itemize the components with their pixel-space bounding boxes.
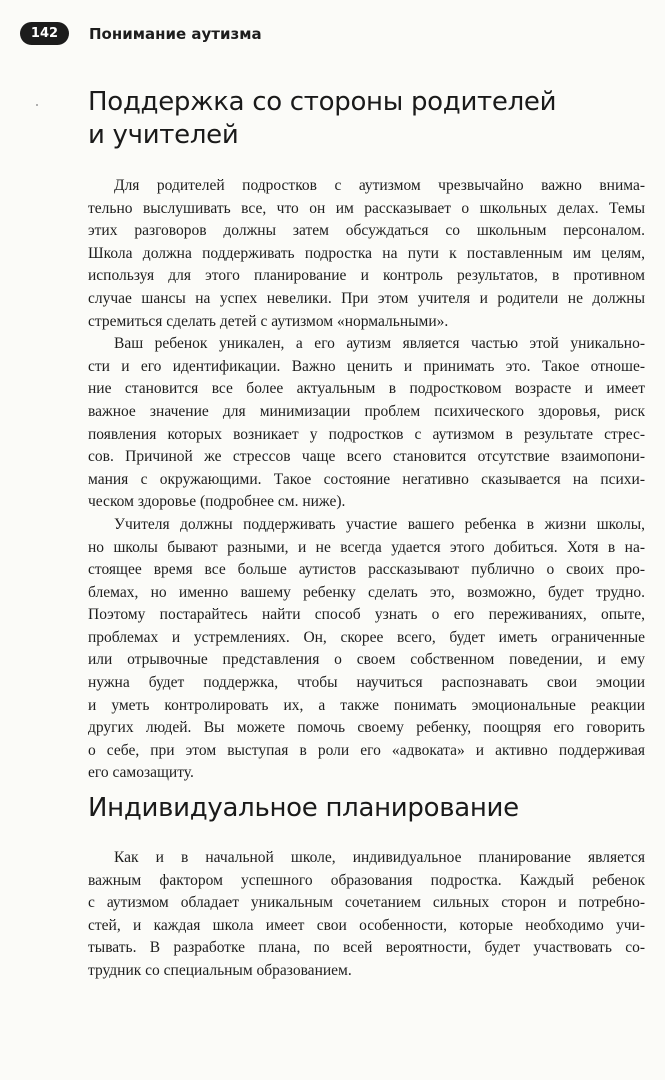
text-line: тельно выслушивать все, что он им рассказывает о школьных делах. Темы: [88, 199, 645, 217]
text-line: блемах, но именно вашему ребенку сделать это, возможно, будет трудно.: [88, 583, 645, 601]
text-line: Как и в начальной школе, индивидуальное планирование является: [114, 849, 645, 866]
text-line: Для родителей подростков с аутизмом чрезвычайно важно внима-: [114, 177, 645, 194]
heading-line-2: и учителей: [88, 120, 239, 150]
heading-line-1: Поддержка со стороны родителей: [88, 87, 557, 117]
text-line: Ваш ребенок уникален, а его аутизм является частью этой уникально-: [114, 335, 645, 353]
text-line: и уметь контролировать их, а также понимать эмоциональные реакции: [88, 696, 645, 714]
text-line: сов. Причиной же стрессов чаще всего становится отсутствие взаимопони-: [88, 448, 645, 466]
section-body-planning: [88, 847, 645, 983]
text-line: Школа должна поддерживать подростка на пути к поставленным им целям,: [88, 244, 645, 262]
text-line: но школы бывают разными, и не всегда удается этого добиться. Хотя в на-: [88, 538, 645, 556]
text-line: или отрывочные представления о своем собственном поведении, и ему: [88, 651, 645, 669]
text-line: Учителя должны поддерживать участие вашего ребенка в жизни школы,: [114, 515, 645, 533]
paragraph: [88, 333, 645, 514]
text-line: появления которых возникает у подростков с аутизмом в результате стрес-: [88, 425, 645, 443]
text-line: этих разговоров должны затем обсуждаться со школьным персоналом.: [88, 222, 645, 240]
text-line: случае шансы на успех невелики. При этом учителя и родители не должны: [88, 289, 645, 307]
text-line: других людей. Вы можете помочь своему ребенку, поощряя его говорить: [88, 719, 645, 737]
paragraph: [88, 847, 645, 983]
page-number-badge: 142: [20, 22, 69, 45]
text-line: нужна будет поддержка, чтобы научиться распознавать свои эмоции: [88, 674, 645, 692]
text-line: трудник со специальным образованием.: [88, 961, 352, 979]
text-line: стей, и каждая школа имеет свои особенности, которые необходимо учи-: [88, 916, 645, 934]
text-line: тывать. В разработке плана, по всей вероятности, будет участвовать со-: [88, 939, 645, 957]
text-line: Поэтому постарайтесь найти способ узнать о его переживаниях, опыте,: [88, 606, 645, 624]
text-line: сти и его идентификации. Важно ценить и принимать это. Такое отноше-: [88, 357, 645, 375]
section-heading-planning: Индивидуальное планирование: [88, 793, 519, 823]
text-line: важное значение для минимизации проблем психического здоровья, риск: [88, 402, 645, 420]
text-line: важным фактором успешного образования подростка. Каждый ребенок: [88, 871, 645, 889]
print-speck: [36, 104, 38, 106]
text-line: стремиться сделать детей с аутизмом «нормальными».: [88, 312, 449, 330]
text-line: его самозащиту.: [88, 764, 194, 782]
text-line: проблемах и устремлениях. Он, скорее всего, будет иметь ограниченные: [88, 628, 645, 646]
text-line: ческом здоровье (подробнее см. ниже).: [88, 493, 346, 511]
section-heading-support: [88, 86, 628, 152]
section-body-support: [88, 175, 645, 785]
running-title: Понимание аутизма: [89, 25, 262, 43]
text-line: с аутизмом обладает уникальным сочетанием сильных сторон и потребно-: [88, 894, 645, 912]
text-line: о себе, при этом выступая в роли его «адвоката» и активно поддерживая: [88, 741, 645, 759]
text-line: стоящее время все больше аутистов рассказывают публично о своих про-: [88, 561, 645, 579]
text-line: ние становится все более актуальным в подростковом возрасте и имеет: [88, 380, 645, 398]
text-line: используя для этого планирование и контроль результатов, в противном: [88, 267, 645, 285]
paragraph: [88, 175, 645, 333]
text-line: мания с окружающими. Такое состояние негативно сказывается на психи-: [88, 470, 645, 488]
paragraph: [88, 514, 645, 785]
